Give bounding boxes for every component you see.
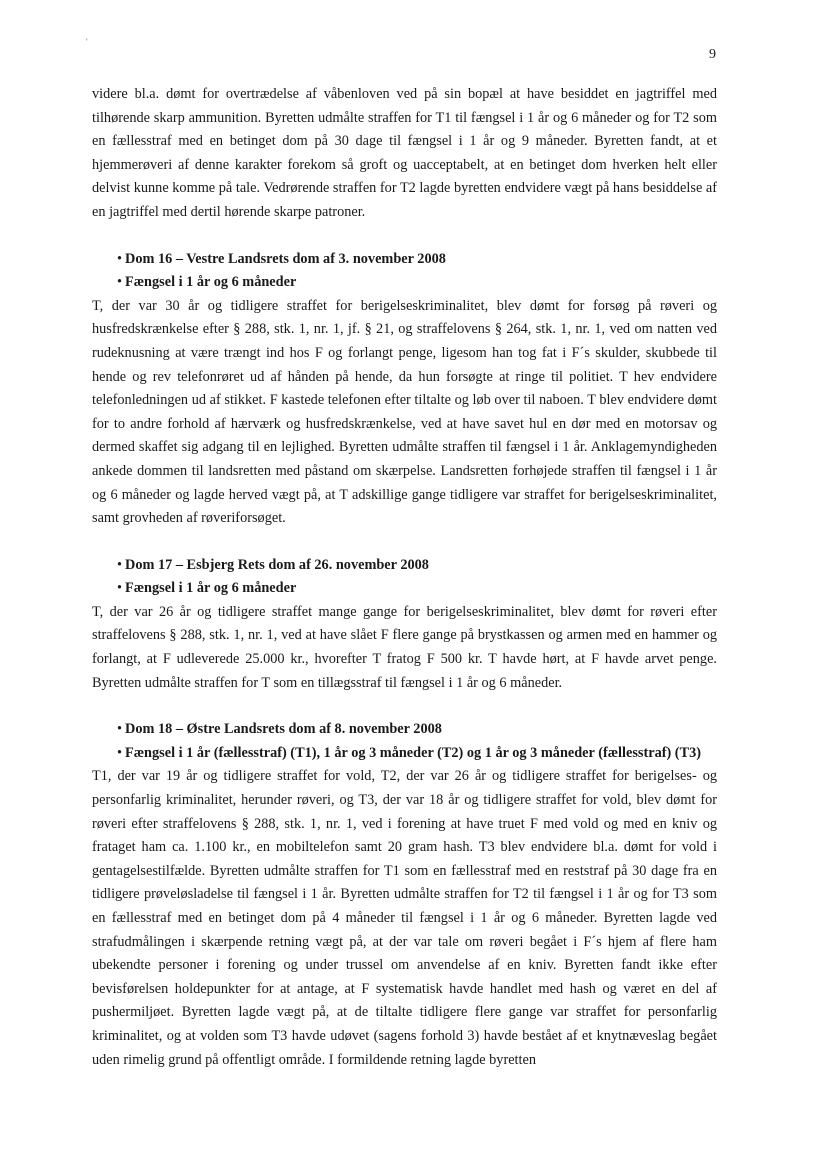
case-sentence: • Fængsel i 1 år og 6 måneder	[92, 271, 717, 295]
case-heading-list	[92, 718, 717, 765]
case-heading-list	[92, 248, 717, 295]
case-title: • Dom 16 – Vestre Landsrets dom af 3. november 2008	[92, 248, 717, 272]
case-section-17	[92, 554, 717, 696]
case-sentence: • Fængsel i 1 år og 6 måneder	[92, 577, 717, 601]
case-body: T, der var 30 år og tidligere straffet for berigelseskriminalitet, blev dømt for forsøg på røveri og husfredskrænkelse efter § 288, stk. 1, nr. 1, jf. § 21, og straffelovens § 264, stk. 1, nr. 1, ved om natten ved rudeknusning at være trængt ind hos F og forlangt penge, ligesom han tog fat i F´s skulder, skubbede til hende og rev telefonrøret ud af hånden på hende, da hun forsøgte at ringe til politiet. T hev endvidere telefonledningen ud af stikket. F kastede telefonen efter tiltalte og løb over til naboen. T blev endvidere dømt for to andre forhold af hærværk og husfredskrænkelse, ved at have savet hul en dør med en motorsav og dermed skaffet sig adgang til en lejlighed. Byretten udmålte straffen til fængsel i 1 år. Anklagemyndigheden ankede dommen til landsretten med påstand om skærpelse. Landsretten forhøjede straffen til fængsel i 1 år og 6 måneder og lagde herved vægt på, at T adskillige gange tidligere var straffet for berigelseskriminalitet, samt grovheden af røveriforsøget.	[92, 297, 717, 527]
case-body: T, der var 26 år og tidligere straffet mange gange for berigelseskriminalitet, blev dømt for røveri efter straffelovens § 288, stk. 1, nr. 1, ved at have slået F flere gange på brystkassen og armen med en hammer og forlangt, at F udleverede 25.000 kr., hvorefter T fratog F 500 kr. T havde hørt, at F havde arvet penge. Byretten udmålte straffen for T som en tillægsstraf til fængsel i 1 år og 6 måneder.	[92, 603, 717, 691]
case-title: • Dom 18 – Østre Landsrets dom af 8. november 2008	[92, 718, 717, 742]
case-heading-list	[92, 554, 717, 601]
case-section-16	[92, 248, 717, 531]
case-title: • Dom 17 – Esbjerg Rets dom af 26. november 2008	[92, 554, 717, 578]
scan-mark: '	[86, 37, 88, 47]
case-section-18	[92, 718, 717, 1072]
case-sentence: • Fængsel i 1 år (fællesstraf) (T1), 1 år og 3 måneder (T2) og 1 år og 3 måneder (fællesstraf) (T3)	[92, 742, 717, 766]
intro-paragraph: videre bl.a. dømt for overtrædelse af våbenloven ved på sin bopæl at have besiddet en jagtriffel med tilhørende skarp ammunition. Byretten udmålte straffen for T1 til fængsel i 1 år og 6 måneder og for T2 som en fællesstraf med en betinget dom på 30 dage til fængsel i 1 år og 9 måneder. Byretten fandt, at et hjemmerøveri af denne karakter forekom så groft og uacceptabelt, at en betinget dom hverken helt eller delvist kunne komme på tale. Vedrørende straffen for T2 lagde byretten endvidere vægt på hans besiddelse af en jagtriffel med dertil hørende skarpe patroner.	[92, 86, 717, 220]
page-number: 9	[709, 47, 716, 62]
document-body	[92, 83, 717, 1072]
case-body: T1, der var 19 år og tidligere straffet for vold, T2, der var 26 år og tidligere straffet for berigelses- og personfarlig kriminalitet, herunder røveri, og T3, der var 18 år og tidligere straffet for vold, blev dømt for røveri efter straffelovens § 288, stk. 1, nr. 1, ved i forening at have truet F med vold og med en kniv og frataget ham ca. 1.100 kr., en mobiltelefon samt 20 gram hash. T3 blev endvidere bl.a. dømt for vold i gentagelsestilfælde. Byretten udmålte straffen for T1 som en fællesstraf med en reststraf på 30 dage fra en tidligere prøveløsladelse til fængsel i 1 år. Byretten udmålte straffen for T2 til fængsel i 1 år og for T3 som en fællesstraf med en betinget dom på 4 måneder til fængsel i 1 år og 6 måneder. Byretten lagde ved strafudmålingen i skærpende retning vægt på, at der var tale om røveri begået i F´s hjem af flere ham ubekendte personer i forening og under trussel om anvendelse af en kniv. Byretten fandt ikke efter bevisførelsen holdepunkter for at antage, at F systematisk havde handlet med hash og været en del af pushermiljøet. Byretten lagde vægt på, at de tiltalte tidligere flere gange var straffet for personfarlig kriminalitet, og at volden som T3 havde udøvet (sagens forhold 3) havde bestået af et knytnæveslag begået uden rimelig grund på offentligt område. I formildende retning lagde byretten	[92, 768, 717, 1068]
